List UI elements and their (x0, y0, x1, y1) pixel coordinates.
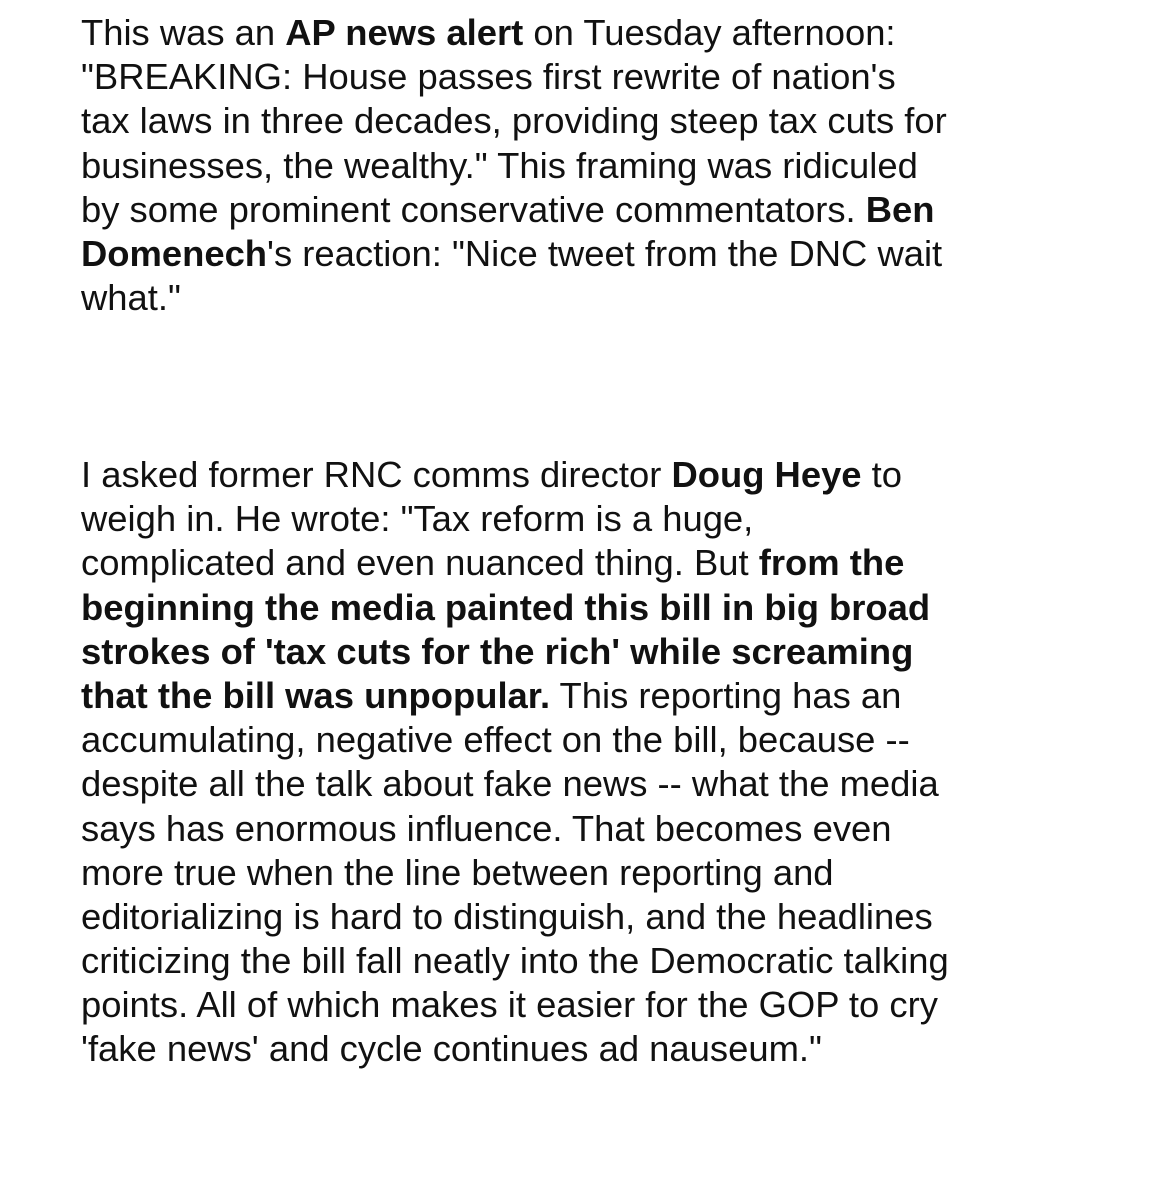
text-line: businesses, the wealthy." This framing was ridiculed (81, 144, 918, 186)
text-line: says has enormous influence. That becomes even (81, 807, 892, 849)
text-line: criticizing the bill fall neatly into the Democratic talking (81, 940, 949, 982)
text-line: more true when the line between reporting and (81, 851, 834, 893)
text-run: to (861, 454, 903, 495)
text-run: by some prominent conservative commentators. (81, 188, 866, 230)
text-line (81, 541, 949, 585)
text-run: on Tuesday afternoon: (523, 12, 896, 53)
text-line (81, 232, 947, 276)
text-run: I asked former RNC comms director (81, 454, 672, 495)
text-line: weigh in. He wrote: "Tax reform is a huge, (81, 498, 754, 540)
text-line: what." (81, 277, 181, 319)
text-line: "BREAKING: House passes first rewrite of nation's (81, 56, 896, 98)
bold-quote-end: that the bill was unpopular. (81, 674, 551, 716)
bold-name-ben: Ben (865, 188, 935, 230)
text-line: editorializing is hard to distinguish, and the headlines (81, 895, 933, 937)
text-line: accumulating, negative effect on the bill, because -- (81, 719, 910, 761)
paragraph-ap-alert (81, 11, 947, 320)
text-run: This reporting has an (550, 674, 902, 716)
text-run: complicated and even nuanced thing. But (81, 542, 759, 584)
bold-quote-line: beginning the media painted this bill in big broad (81, 586, 931, 628)
text-line (81, 453, 949, 497)
text-line: despite all the talk about fake news -- what the media (81, 763, 939, 805)
text-line (81, 674, 949, 718)
bold-quote-line: strokes of 'tax cuts for the rich' while screaming (81, 630, 914, 672)
text-line: tax laws in three decades, providing steep tax cuts for (81, 100, 947, 142)
text-line (81, 11, 947, 55)
text-run: This was an (81, 12, 286, 53)
bold-name-doug-heye: Doug Heye (671, 454, 862, 495)
bold-phrase-ap-news-alert: AP news alert (285, 12, 524, 53)
bold-quote-start: from the (758, 542, 905, 584)
text-run: 's reaction: "Nice tweet from the DNC wait (267, 232, 943, 274)
text-line: points. All of which makes it easier for the GOP to cry (81, 984, 938, 1026)
paragraph-doug-heye-quote (81, 453, 949, 1072)
text-line: 'fake news' and cycle continues ad nauseum." (81, 1028, 822, 1070)
bold-name-domenech: Domenech (81, 232, 268, 274)
text-line (81, 188, 947, 232)
